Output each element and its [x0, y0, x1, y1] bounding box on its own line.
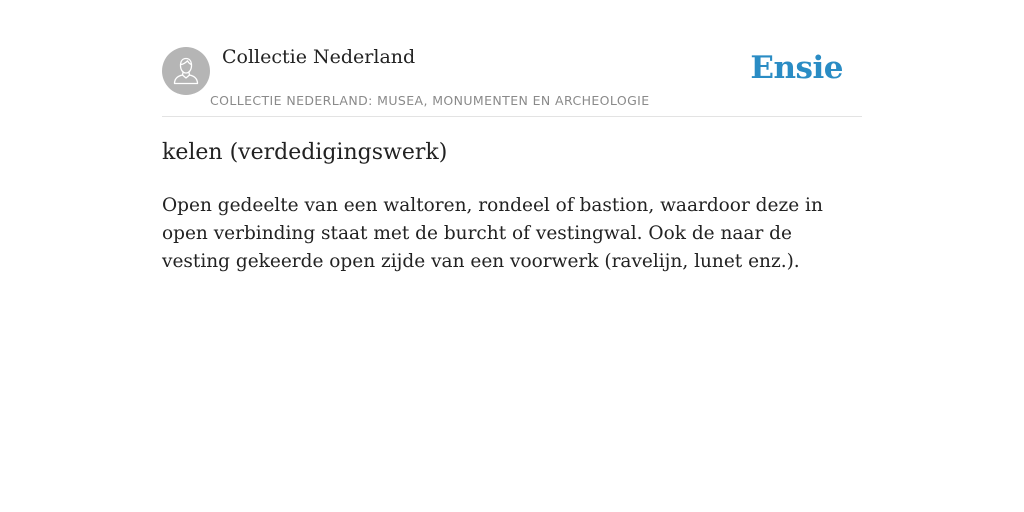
- definition-card: [162, 0, 862, 272]
- entry-term: kelen (verdedigingswerk): [162, 140, 448, 165]
- ensie-logo[interactable]: Ensie: [750, 50, 843, 86]
- entry-definition: Open gedeelte van een waltoren, rondeel of bastion, waardoor deze in open verbinding staat met de burcht of vestingwal. Ook de naar de vesting gekeerde open zijde van een voorwerk (ravelijn, lunet enz.).: [162, 195, 823, 272]
- author-avatar[interactable]: [162, 47, 210, 95]
- user-silhouette-icon: [172, 56, 200, 86]
- author-name[interactable]: Collectie Nederland: [222, 46, 416, 68]
- author-subtitle[interactable]: COLLECTIE NEDERLAND: MUSEA, MONUMENTEN EN ARCHEOLOGIE: [210, 93, 650, 108]
- card-header: [162, 0, 862, 117]
